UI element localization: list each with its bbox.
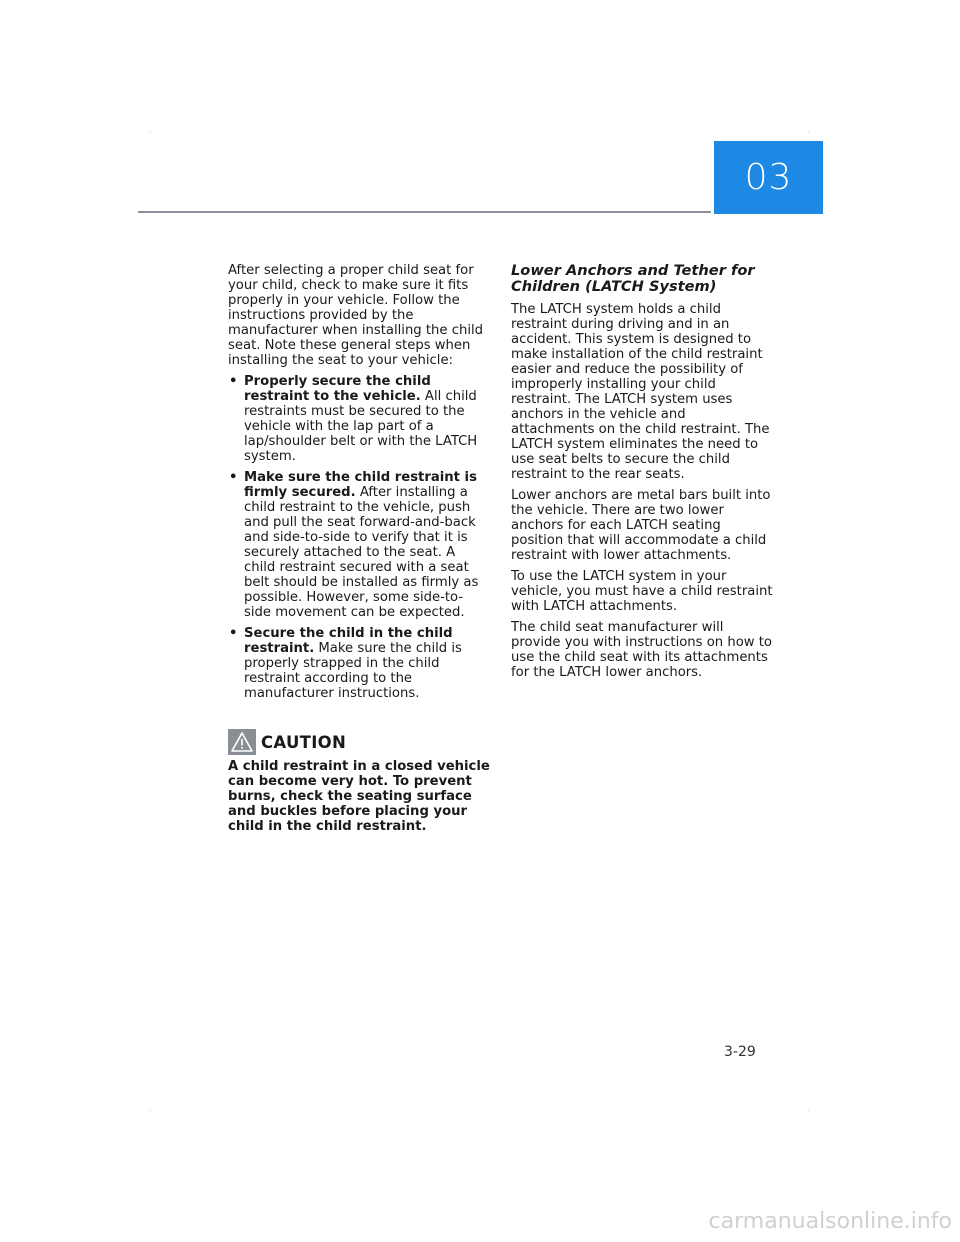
- caution-body: A child restraint in a closed vehicle can become very hot. To prevent burns, check the seating surface and buckles before placing your child in the child restraint.: [228, 759, 490, 834]
- crop-mark: [150, 1110, 151, 1111]
- bullet-text: Make sure the child is properly strapped in the child restraint according to the manufacturer instructions.: [244, 641, 462, 701]
- warning-icon: [228, 729, 256, 755]
- bullet-icon: •: [229, 626, 238, 641]
- latch-paragraph: The LATCH system holds a child restraint during driving and in an accident. This system is designed to make installation of the child restraint easier and reduce the possibility of improperly installing your child restraint. The LATCH system uses anchors in the vehicle and attachments on the child restraint. The LATCH system eliminates the need to use seat belts to secure the child restraint to the rear seats.: [511, 302, 770, 482]
- bullet-icon: •: [229, 374, 238, 389]
- intro-paragraph: After selecting a proper child seat for your child, check to make sure it fits properly in your vehicle. Follow the instructions provided by the manufacturer when installing the child seat. Note these general steps when installing the seat to your vehicle:: [228, 263, 484, 368]
- left-column: [228, 263, 490, 834]
- caution-title: CAUTION: [261, 732, 347, 752]
- section-heading: Lower Anchors and Tether for Children (LATCH System): [511, 262, 755, 295]
- right-column: [511, 263, 773, 686]
- watermark-text: carmanualsonline.info: [708, 1209, 952, 1234]
- latch-paragraph: The child seat manufacturer will provide you with instructions on how to use the child seat with its attachments for the LATCH lower anchors.: [511, 620, 772, 680]
- bullet-icon: •: [229, 470, 238, 485]
- crop-mark: [808, 1110, 809, 1111]
- bullet-text: All child restraints must be secured to the vehicle with the lap part of a lap/shoulder belt or with the LATCH system.: [244, 389, 478, 464]
- crop-mark: [808, 131, 809, 132]
- bullet-text: After installing a child restraint to the vehicle, push and pull the seat forward-and-back and side-to-side to verify that it is securely attached to the seat. A child restraint secured with a seat belt should be installed as firmly as possible. However, some side-to-side movement can be expected.: [244, 485, 479, 620]
- chapter-number: 03: [744, 157, 793, 198]
- caution-box: [228, 729, 490, 834]
- latch-paragraph: To use the LATCH system in your vehicle, you must have a child restraint with LATCH attachments.: [511, 569, 773, 614]
- chapter-tab: [714, 141, 823, 214]
- bullet-lead: Properly secure the child restraint to the vehicle.: [244, 374, 431, 404]
- caution-header: [228, 729, 490, 755]
- crop-mark: [150, 131, 151, 132]
- header-rule: [138, 211, 711, 213]
- list-item: [228, 470, 490, 620]
- steps-list: [228, 374, 490, 701]
- list-item: [228, 626, 490, 701]
- latch-paragraph: Lower anchors are metal bars built into the vehicle. There are two lower anchors for each LATCH seating position that will accommodate a child restraint with lower attachments.: [511, 488, 771, 563]
- page-number: 3-29: [724, 1044, 756, 1060]
- list-item: [228, 374, 490, 464]
- bullet-lead: Secure the child in the child restraint.: [244, 626, 453, 656]
- bullet-lead: Make sure the child restraint is firmly secured.: [244, 470, 477, 500]
